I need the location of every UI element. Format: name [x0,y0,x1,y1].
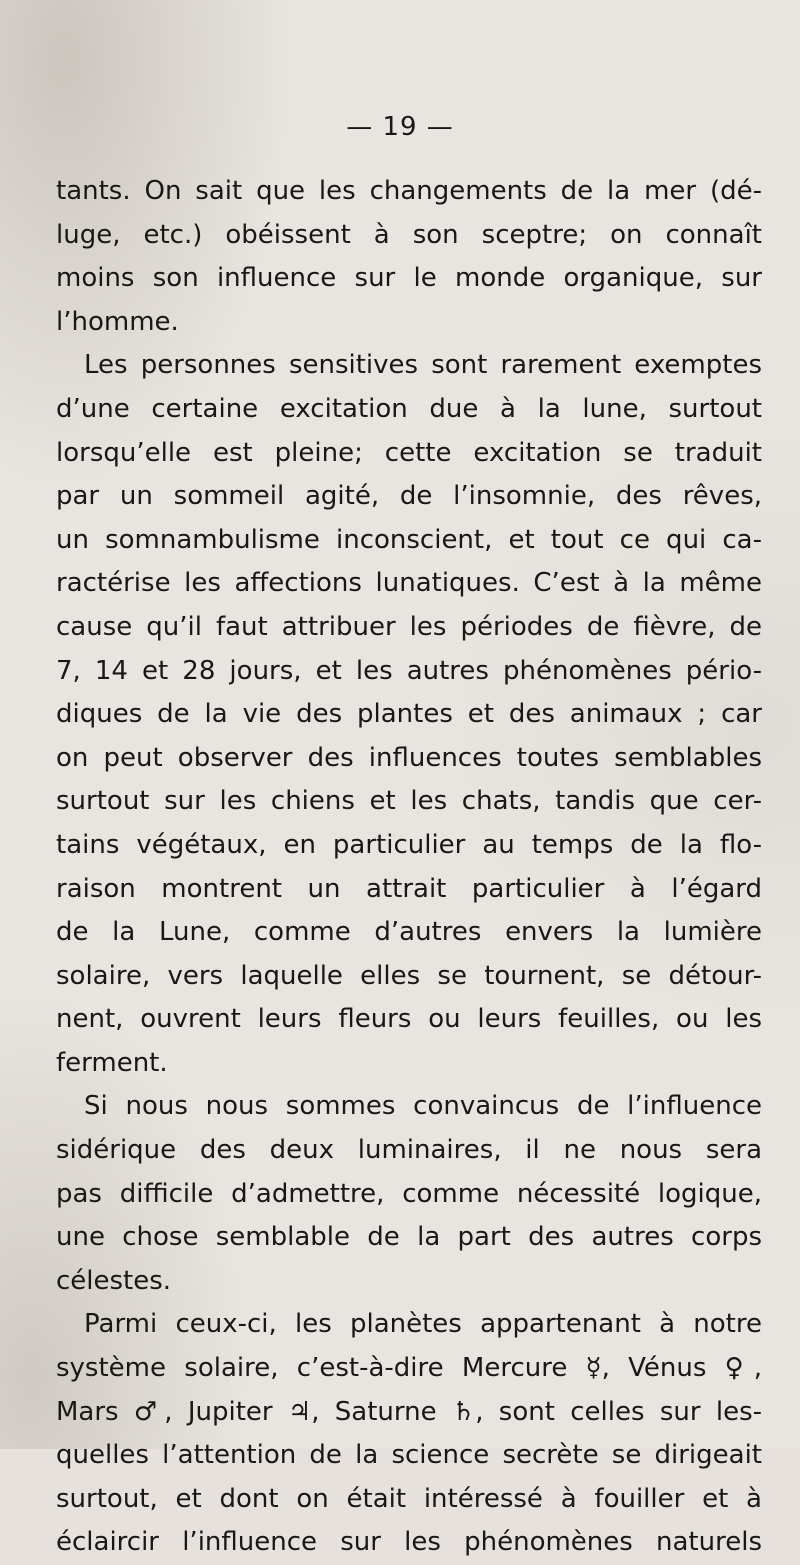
text-line: quelles l’attention de la science secrète se dirigeait [56,1440,762,1471]
text-line: pas difficile d’admettre, comme nécessité logique, [56,1178,762,1209]
page-number: — 19 — [346,112,454,142]
body-text [56,170,762,1565]
text-line: luge, etc.) obéissent à son sceptre; on connaît [56,219,762,250]
text-line: éclaircir l’influence sur les phénomènes naturels [56,1527,762,1558]
text-line: un somnambulisme inconscient, et tout ce qui ca- [56,524,762,555]
text-line: surtout, et dont on était intéressé à fouiller et à [56,1483,762,1514]
text-line: on peut observer des influences toutes semblables [56,742,762,773]
text-line: solaire, vers laquelle elles se tournent, se détour- [56,960,762,991]
text-line: sidérique des deux luminaires, il ne nous sera [56,1135,762,1166]
text-line: ractérise les affections lunatiques. C’est à la même [56,568,762,599]
text-line: moins son influence sur le monde organique, sur [56,263,762,294]
text-line: d’une certaine excitation due à la lune, surtout [56,393,762,424]
text-line: raison montrent un attrait particulier à l’égard [56,873,762,904]
text-line: cause qu’il faut attribuer les périodes de fièvre, de [56,611,762,642]
text-line: nent, ouvrent leurs fleurs ou leurs feuilles, ou les [56,1004,762,1035]
text-line: 7, 14 et 28 jours, et les autres phénomènes pério- [56,655,762,686]
paragraph-start-line: Si nous nous sommes convaincus de l’influence [84,1091,762,1122]
text-line: surtout sur les chiens et les chats, tandis que cer- [56,786,762,817]
text-line: de la Lune, comme d’autres envers la lumière [56,917,762,948]
text-line: par un sommeil agité, de l’insomnie, des rêves, [56,481,762,512]
text-line: diques de la vie des plantes et des animaux ; car [56,699,762,730]
paragraph-start-line: Parmi ceux-ci, les planètes appartenant à notre [84,1309,762,1340]
text-line: lorsqu’elle est pleine; cette excitation se traduit [56,437,762,468]
paragraph-end-line: ferment. [56,1047,168,1078]
text-line: système solaire, c’est-à-dire Mercure ☿, Vénus ♀, [56,1353,762,1384]
text-line: tants. On sait que les changements de la mer (dé- [56,176,762,206]
paragraph-start-line: Les personnes sensitives sont rarement exemptes [84,350,762,381]
paragraph-end-line: célestes. [56,1265,172,1296]
text-line: une chose semblable de la part des autres corps [56,1222,762,1253]
text-line: tains végétaux, en particulier au temps de la flo- [56,829,762,860]
text-line: Mars ♂, Jupiter ♃, Saturne ♄, sont celles sur les- [56,1396,762,1427]
paragraph-end-line: l’homme. [56,306,179,337]
